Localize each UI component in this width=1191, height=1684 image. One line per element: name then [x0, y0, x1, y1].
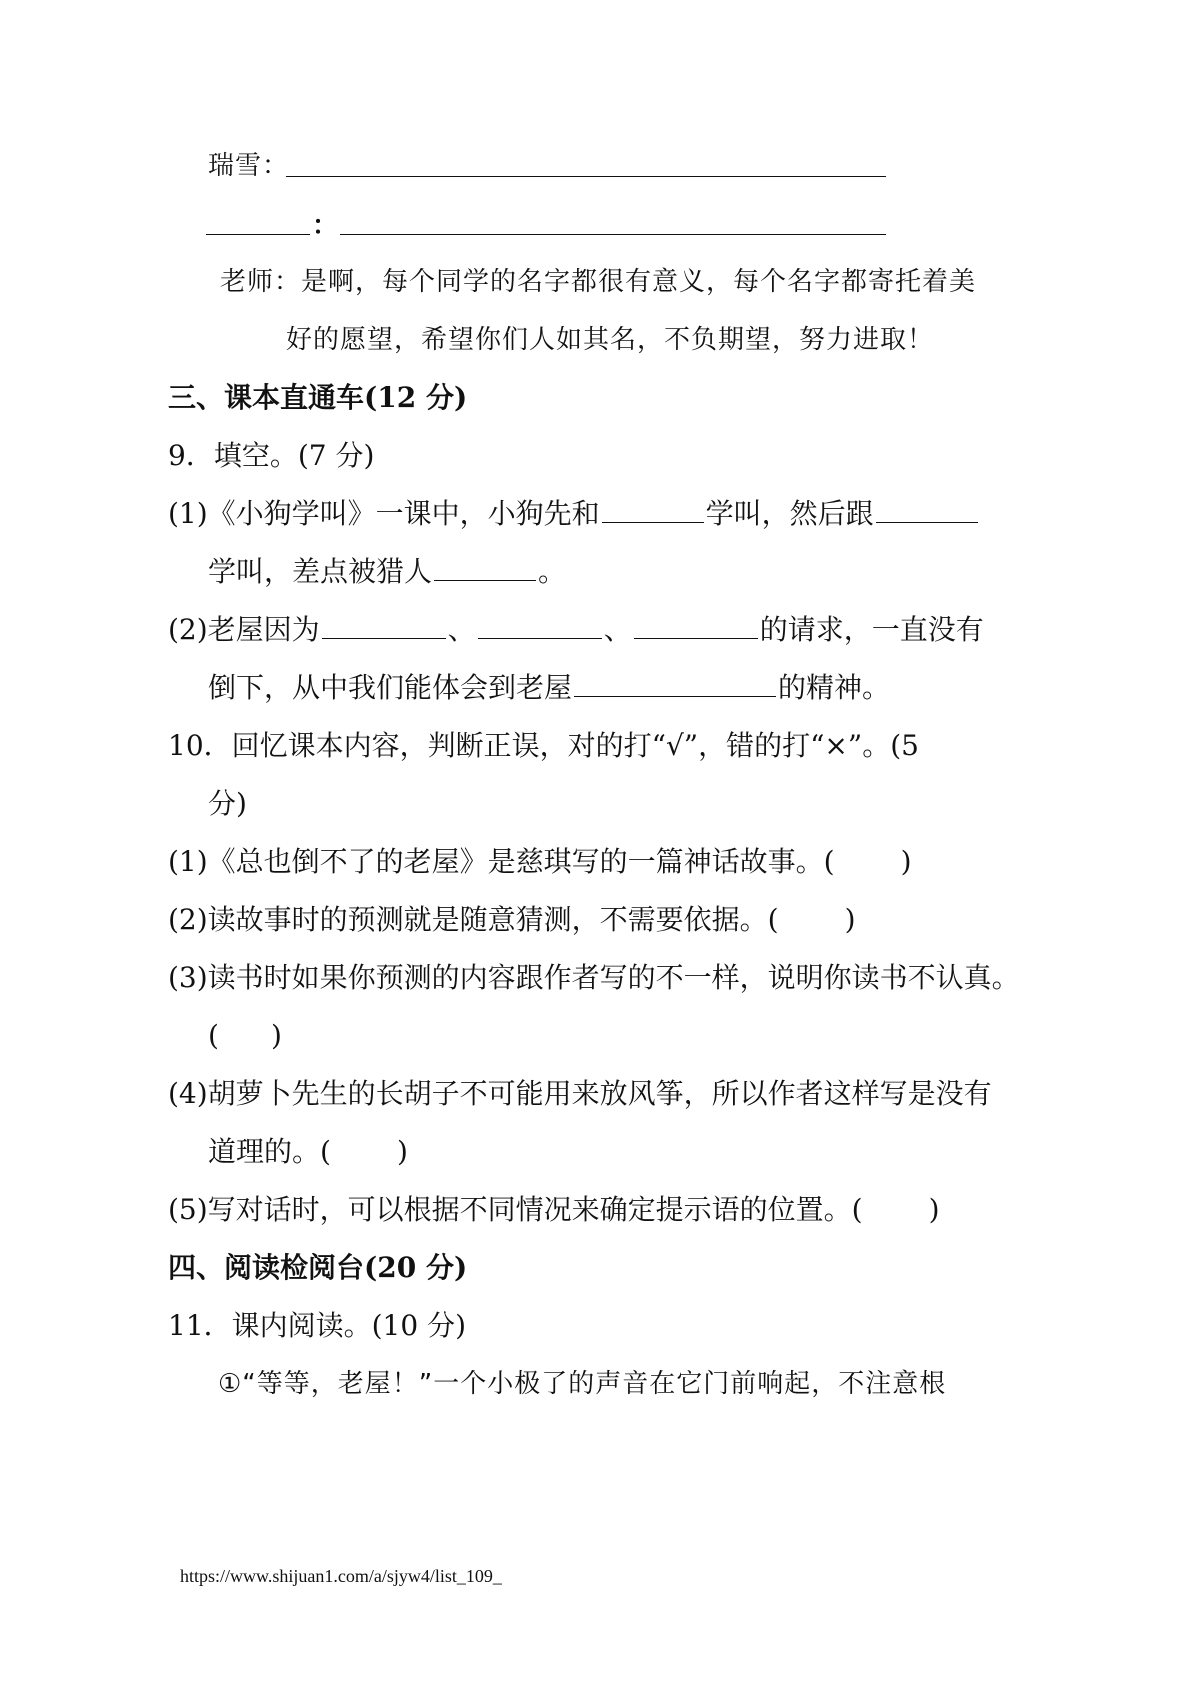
- q9-part1-line1: [168, 494, 980, 534]
- q9-p1-blank-1[interactable]: [602, 498, 704, 523]
- q9-part2-line1: [168, 610, 984, 650]
- q10-item-4-cont-text: 道理的。(: [208, 1135, 331, 1168]
- q10-item-3-paren: [208, 1016, 282, 1056]
- q9-p2-blank-3[interactable]: [634, 614, 758, 639]
- q10-item-5-text: (5)写对话时，可以根据不同情况来确定提示语的位置。(: [168, 1193, 863, 1226]
- q9-p1-text-b: 学叫，然后跟: [705, 497, 874, 530]
- ruixue-answer-line[interactable]: [286, 176, 886, 177]
- q10-item-5: [168, 1190, 940, 1230]
- q9-p2-sep-1: 、: [447, 613, 476, 646]
- q9-title: 9．填空。(7 分): [168, 439, 375, 472]
- q9-p1-text-c: 学叫，差点被猎人: [208, 555, 433, 588]
- q10-item-4-close: ): [396, 1135, 408, 1168]
- q9-p2-sep-2: 、: [603, 613, 632, 646]
- q10-item-2-text: (2)读故事时的预测就是随意猜测，不需要依据。(: [168, 903, 779, 936]
- teacher-line-2: 好的愿望，希望你们人如其名，不负期望，努力进取！: [286, 325, 935, 355]
- q9-p2-text-d: 的精神。: [778, 671, 891, 704]
- q10-item-1-text: (1)《总也倒不了的老屋》是慈琪写的一篇神话故事。(: [168, 845, 835, 878]
- q10-title: 10．回忆课本内容，判断正误，对的打“√”，错的打“×”。(5: [168, 729, 919, 762]
- section-3-heading: 三、课本直通车(12 分): [168, 381, 468, 414]
- q10-item-3: (3)读书时如果你预测的内容跟作者写的不一样，说明你读书不认真。: [168, 961, 1020, 994]
- name-answer-line[interactable]: [340, 234, 886, 235]
- q9-p2-blank-1[interactable]: [322, 614, 446, 639]
- q10-item-2: [168, 900, 856, 940]
- q9-p2-text-b: 的请求，一直没有: [759, 613, 984, 646]
- q9-p1-text-a: (1)《小狗学叫》一课中，小狗先和: [168, 497, 600, 530]
- q9-p2-blank-4[interactable]: [574, 672, 776, 697]
- section-4-heading: 四、阅读检阅台(20 分): [168, 1251, 468, 1284]
- q10-item-5-close: ): [928, 1193, 940, 1226]
- q10-item-2-close: ): [844, 903, 856, 936]
- q10-item-3-open: (: [208, 1019, 219, 1052]
- q10-item-1: [168, 842, 912, 882]
- q9-p2-text-a: (2)老屋因为: [168, 613, 320, 646]
- footer-url[interactable]: https://www.shijuan1.com/a/sjyw4/list_109_: [180, 1566, 502, 1586]
- q11-passage-line-1: ①“等等，老屋！”一个小极了的声音在它门前响起，不注意根: [218, 1369, 947, 1399]
- q10-item-4: (4)胡萝卜先生的长胡子不可能用来放风筝，所以作者这样写是没有: [168, 1077, 992, 1110]
- q9-part2-line2: [208, 668, 890, 708]
- q10-item-1-close: ): [900, 845, 912, 878]
- q9-part1-line2: [208, 552, 566, 592]
- q9-p2-blank-2[interactable]: [478, 614, 602, 639]
- q9-p2-text-c: 倒下，从中我们能体会到老屋: [208, 671, 573, 704]
- q9-p1-blank-2[interactable]: [876, 498, 978, 523]
- q10-item-4-cont: [208, 1132, 408, 1172]
- q10-title-cont: 分): [208, 787, 247, 820]
- q9-p1-text-d: 。: [538, 555, 567, 588]
- q11-title: 11．课内阅读。(10 分): [168, 1309, 467, 1342]
- q10-item-3-close: ): [270, 1019, 282, 1052]
- name-blank-line[interactable]: [206, 234, 310, 235]
- name-colon: ：: [312, 211, 340, 241]
- q9-p1-blank-3[interactable]: [434, 556, 536, 581]
- teacher-line-1: 老师：是啊，每个同学的名字都很有意义，每个名字都寄托着美: [220, 267, 977, 297]
- ruixue-label: 瑞雪：: [208, 151, 290, 181]
